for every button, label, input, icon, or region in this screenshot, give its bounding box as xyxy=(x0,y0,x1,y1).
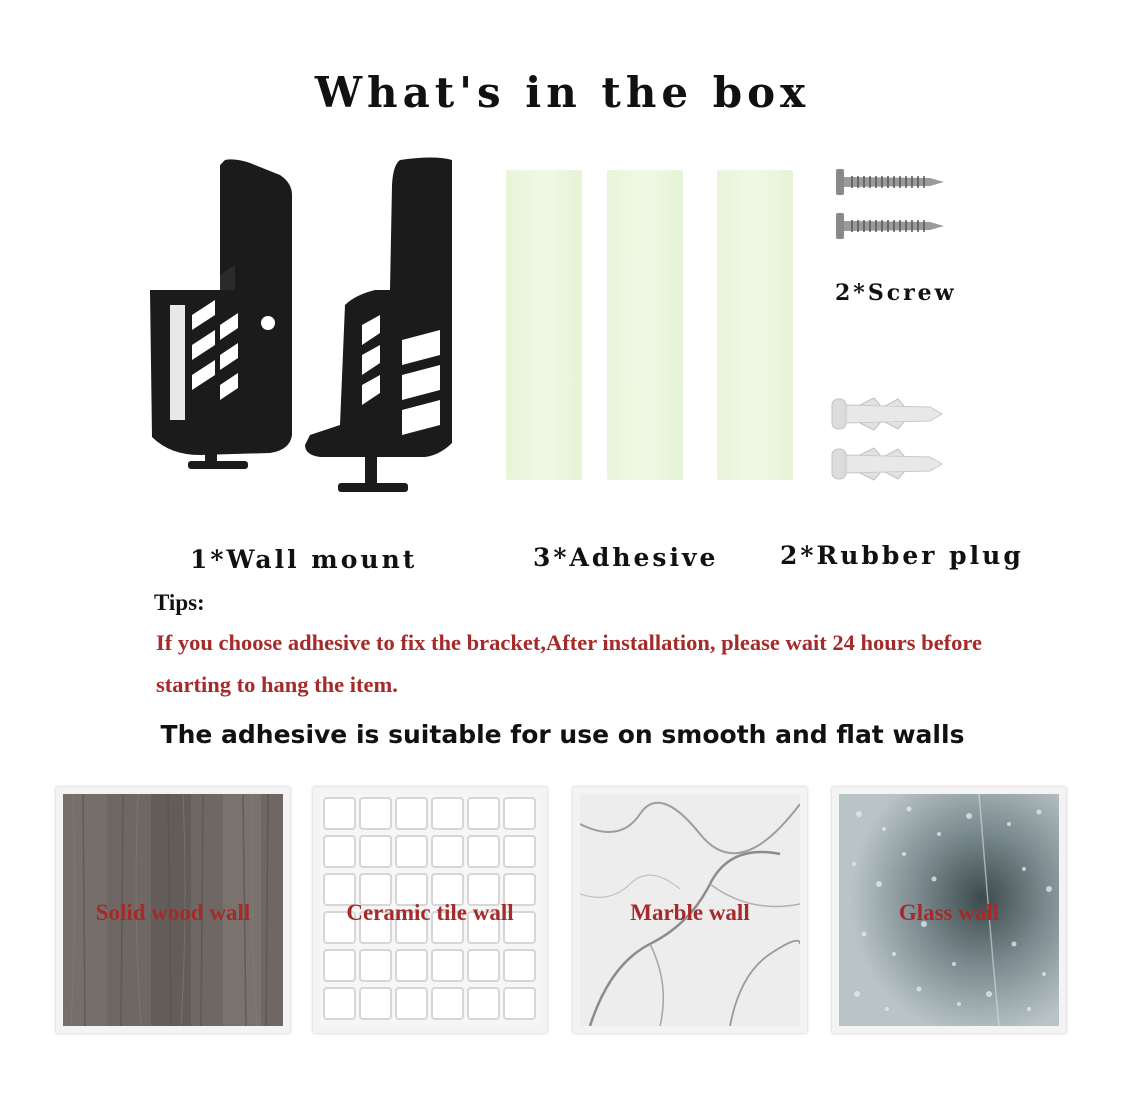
tips-heading: Tips: xyxy=(154,590,205,615)
wood-wall-tile xyxy=(56,787,290,1033)
ceramic-tile-wall-tile xyxy=(313,787,547,1033)
screw-icon xyxy=(832,165,947,245)
ceramic-tile-wall-label: Ceramic tile wall xyxy=(346,900,514,925)
adhesive-strip-1 xyxy=(506,170,582,480)
tips-text: If you choose adhesive to fix the bracket,After installation, please wait 24 hours before starting to hang the item. xyxy=(156,630,982,697)
surface-subtitle: The adhesive is suitable for use on smooth and flat walls xyxy=(160,720,965,749)
adhesive-label: 3*Adhesive xyxy=(533,543,719,572)
rubber-plug-label: 2*Rubber plug xyxy=(780,541,1024,570)
marble-wall-tile xyxy=(573,787,807,1033)
glass-wall-label: Glass wall xyxy=(898,900,1000,925)
adhesive-strip-3 xyxy=(717,170,793,480)
wall-mount-label: 1*Wall mount xyxy=(190,545,418,574)
adhesive-strip-2 xyxy=(607,170,683,480)
wall-mount-bracket-icon xyxy=(140,155,480,515)
page-title: What's in the box xyxy=(314,68,811,117)
marble-wall-label: Marble wall xyxy=(630,900,750,925)
glass-wall-tile xyxy=(832,787,1066,1033)
wood-wall-label: Solid wood wall xyxy=(95,900,251,925)
screw-label: 2*Screw xyxy=(835,280,957,306)
rubber-plug-icon xyxy=(830,395,945,490)
